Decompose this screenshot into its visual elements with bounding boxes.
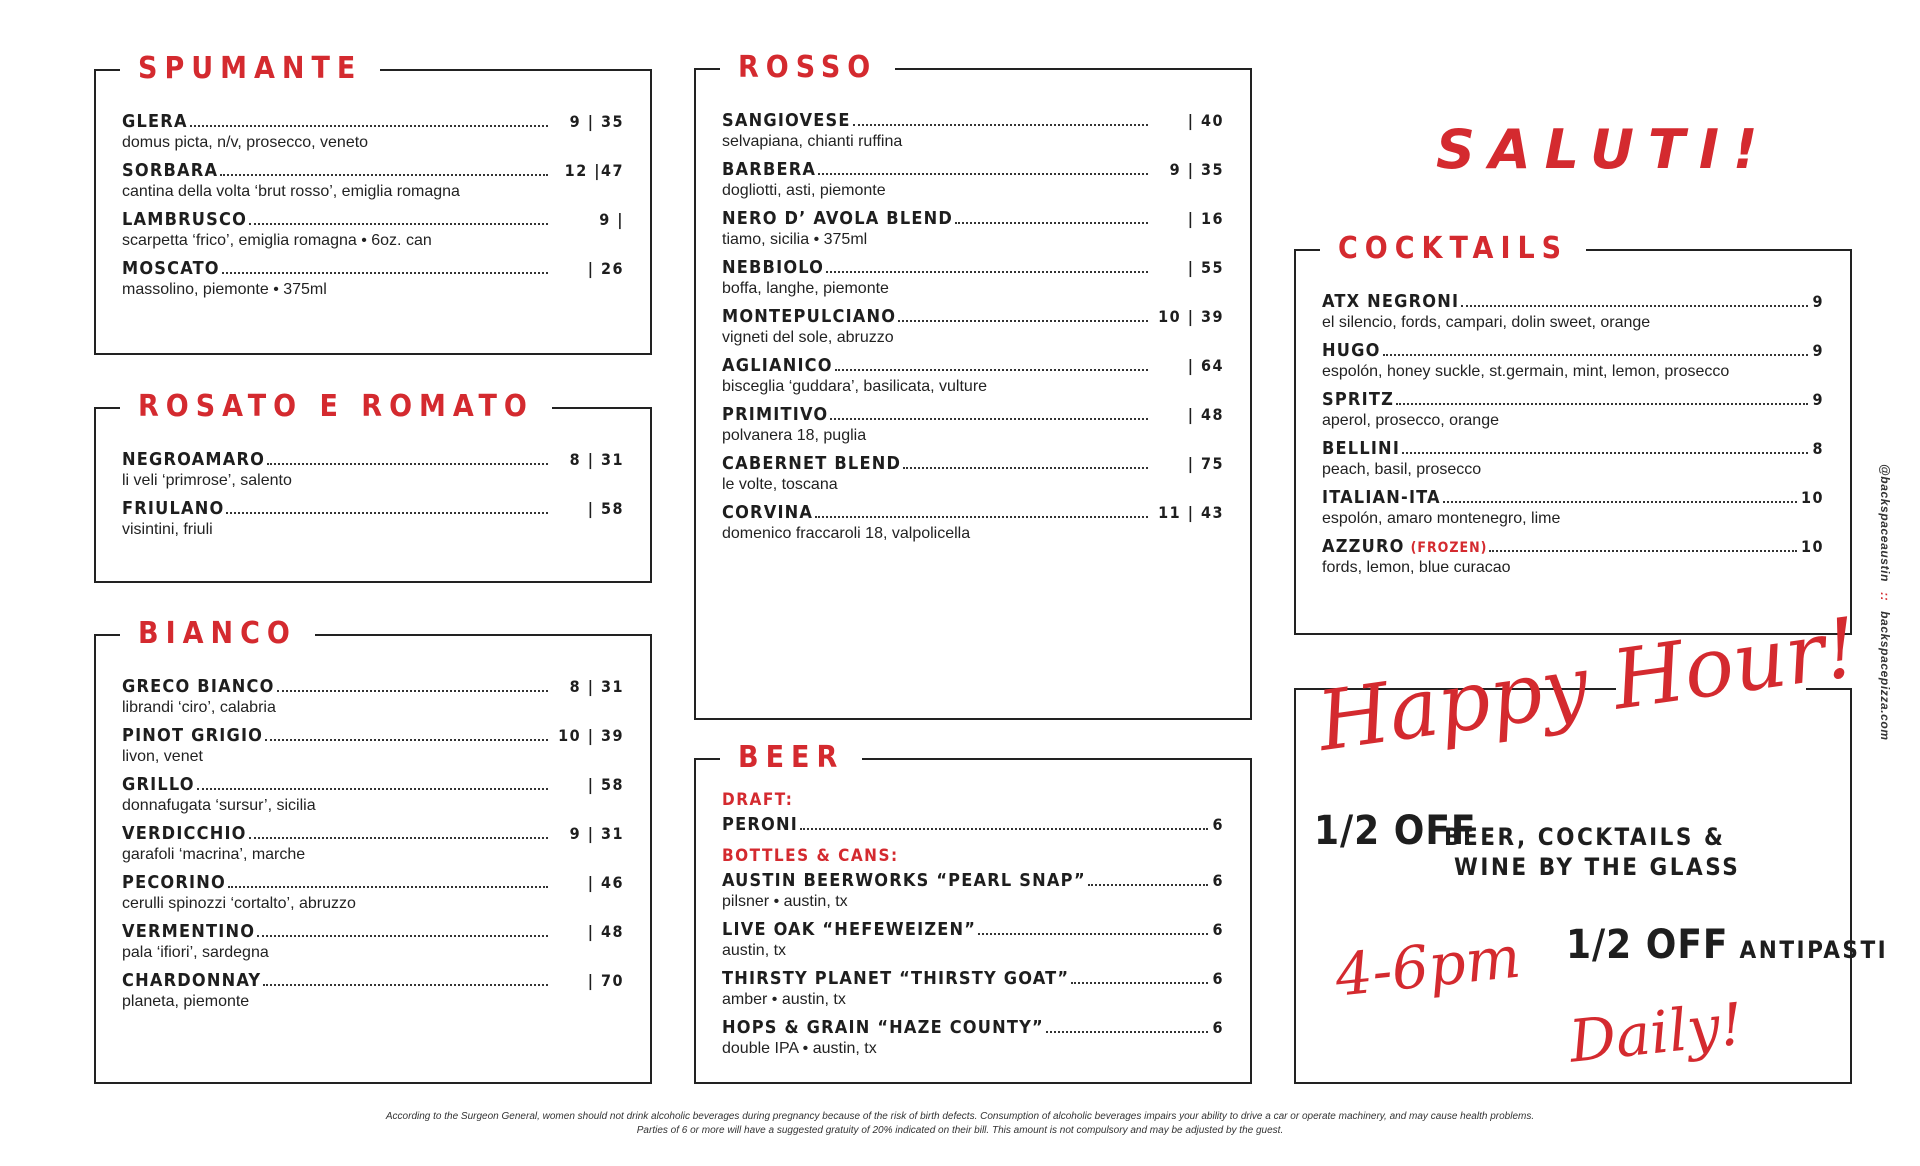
happy-hour-daily: Daily! <box>1566 989 1747 1076</box>
item-price: 6 <box>1212 1018 1224 1037</box>
menu-item-line <box>722 870 1224 892</box>
dot-leader <box>228 886 548 888</box>
menu-item <box>722 404 1224 445</box>
item-description: austin, tx <box>722 942 787 959</box>
spumante-section <box>94 51 652 355</box>
item-description: le volte, toscana <box>722 476 838 493</box>
item-description: li veli ‘primrose’, salento <box>122 472 292 489</box>
item-name: AUSTIN BEERWORKS “PEARL SNAP” <box>722 870 1086 891</box>
menu-item-line <box>1322 291 1824 313</box>
item-name: PRIMITIVO <box>722 404 829 425</box>
offer-1-line1: BEER, COCKTAILS & <box>1444 823 1726 851</box>
menu-item <box>722 968 1224 1009</box>
item-price: 8 <box>1812 439 1824 458</box>
item-name: SPRITZ <box>1322 389 1395 410</box>
dot-leader <box>257 935 548 937</box>
menu-item <box>122 258 624 299</box>
bianco-section <box>94 616 652 1084</box>
dot-leader <box>1071 982 1208 984</box>
wine-list <box>122 449 624 547</box>
dot-leader <box>815 516 1148 518</box>
item-price: 9 | 35 <box>569 112 624 131</box>
dot-leader <box>267 463 548 465</box>
item-price: 8 | 31 <box>569 450 624 469</box>
menu-item <box>722 870 1224 911</box>
dot-leader <box>220 174 548 176</box>
section-title: SPUMANTE <box>120 47 380 91</box>
item-description: polvanera 18, puglia <box>722 427 867 444</box>
menu-item <box>122 970 624 1011</box>
item-name: CORVINA <box>722 502 814 523</box>
section-title: BIANCO <box>120 612 315 656</box>
dot-leader <box>249 837 548 839</box>
item-description: massolino, piemonte • 375ml <box>122 281 327 298</box>
item-description: selvapiana, chianti ruffina <box>722 133 903 150</box>
dot-leader <box>818 173 1148 175</box>
bottles-list <box>722 870 1224 1058</box>
item-price: | 75 <box>1187 454 1224 473</box>
item-description: espolón, amaro montenegro, lime <box>1322 510 1561 527</box>
item-name: MOSCATO <box>122 258 220 279</box>
item-price: 11 | 43 <box>1158 503 1224 522</box>
item-name: VERDICCHIO <box>122 823 247 844</box>
item-description: domenico fraccaroli 18, valpolicella <box>722 525 971 542</box>
menu-item <box>722 814 1224 836</box>
item-description: dogliotti, asti, piemonte <box>722 182 886 199</box>
item-price: 8 | 31 <box>569 677 624 696</box>
item-price: 9 | <box>599 210 624 229</box>
item-price: 9 <box>1812 341 1824 360</box>
dot-leader <box>197 788 548 790</box>
item-name: MONTEPULCIANO <box>722 306 897 327</box>
item-tag: (FROZEN) <box>1410 540 1488 556</box>
menu-item-line <box>122 970 624 992</box>
menu-item <box>722 502 1224 543</box>
menu-item-line <box>722 502 1224 524</box>
menu-item-line <box>1322 536 1824 558</box>
menu-item <box>122 774 624 815</box>
item-price: | 70 <box>587 971 624 990</box>
menu-item <box>1322 487 1824 528</box>
offer-1-amount: 1/2 OFF <box>1314 808 1477 854</box>
section-title: COCKTAILS <box>1320 227 1586 271</box>
menu-item <box>722 208 1224 249</box>
social-site[interactable]: backspacepizza.com <box>1878 611 1892 741</box>
menu-item-line <box>122 725 624 747</box>
menu-item-line <box>122 209 624 231</box>
draft-list <box>722 814 1224 836</box>
dot-leader <box>800 828 1209 830</box>
cocktails-section <box>1294 231 1852 635</box>
item-name: ITALIAN-ITA <box>1322 487 1441 508</box>
menu-item-line <box>722 355 1224 377</box>
social-vertical <box>1872 464 1892 741</box>
item-description: domus picta, n/v, prosecco, veneto <box>122 134 369 151</box>
item-price: | 58 <box>587 775 624 794</box>
dot-leader <box>830 418 1148 420</box>
dot-leader <box>898 320 1148 322</box>
happy-hour-time: 4-6pm <box>1332 922 1524 1010</box>
menu-item-line <box>122 498 624 520</box>
menu-item <box>122 449 624 490</box>
draft-label: DRAFT: <box>722 790 794 810</box>
item-price: | 48 <box>587 922 624 941</box>
beer-list <box>722 790 1224 1066</box>
item-description: cerulli spinozzi ‘cortalto’, abruzzo <box>122 895 356 912</box>
menu-item-line <box>722 1017 1224 1039</box>
footer-line-2: Parties of 6 or more will have a suggested gratuity of 20% indicated on their bill. This amount is not compulsory and may be adjusted by the guest. <box>636 1125 1284 1136</box>
footer-line-1: According to the Surgeon General, women should not drink alcoholic beverages during pregnancy because of the risk of birth defects. Consumption of alcoholic beverages impairs your ability to drive a car or operate machinery, and may cause health problems. <box>385 1111 1535 1122</box>
item-price: 9 <box>1812 292 1824 311</box>
item-description: espolón, honey suckle, st.germain, mint, lemon, prosecco <box>1322 363 1730 380</box>
item-price: 6 <box>1212 871 1224 890</box>
item-price: 10 <box>1800 537 1824 556</box>
dot-leader <box>190 125 548 127</box>
item-price: 9 <box>1812 390 1824 409</box>
dot-leader <box>853 124 1148 126</box>
offer-2 <box>1566 922 1888 968</box>
menu-item <box>122 498 624 539</box>
dot-leader <box>263 984 548 986</box>
item-price: 12 |47 <box>564 161 624 180</box>
item-name: PINOT GRIGIO <box>122 725 264 746</box>
item-name: ATX NEGRONI <box>1322 291 1460 312</box>
item-description: double IPA • austin, tx <box>722 1040 877 1057</box>
item-name: NEBBIOLO <box>722 257 825 278</box>
footer-disclaimer <box>0 1110 1920 1138</box>
happy-hour-title: Happy Hour! <box>1312 600 1864 771</box>
menu-item-line <box>1322 438 1824 460</box>
item-price: | 64 <box>1187 356 1224 375</box>
item-description: donnafugata ‘sursur’, sicilia <box>122 797 316 814</box>
item-price: | 40 <box>1187 111 1224 130</box>
menu-item <box>122 872 624 913</box>
menu-item-line <box>722 968 1224 990</box>
offer-2-amount: 1/2 OFF <box>1566 922 1729 968</box>
item-name: GRILLO <box>122 774 195 795</box>
dot-leader <box>1396 403 1808 405</box>
menu-item-line <box>722 159 1224 181</box>
wine-list <box>122 111 624 307</box>
section-title: BEER <box>720 736 862 780</box>
menu-item <box>122 921 624 962</box>
section-title: ROSSO <box>720 46 895 90</box>
item-price: | 48 <box>1187 405 1224 424</box>
menu-item <box>722 306 1224 347</box>
item-name: AZZURO <box>1322 536 1405 557</box>
item-name: NERO D’ AVOLA BLEND <box>722 208 954 229</box>
menu-item-line <box>722 257 1224 279</box>
item-price: 6 <box>1212 920 1224 939</box>
menu-item-line <box>122 160 624 182</box>
item-price: 9 | 31 <box>569 824 624 843</box>
offer-1-line2: WINE BY THE GLASS <box>1454 853 1741 881</box>
beer-section <box>694 740 1252 1084</box>
rosato-section <box>94 389 652 583</box>
item-name: VERMENTINO <box>122 921 256 942</box>
menu-item-line <box>722 404 1224 426</box>
dot-leader <box>903 467 1148 469</box>
menu-item-line <box>1322 487 1824 509</box>
item-name: BARBERA <box>722 159 817 180</box>
menu-item-line <box>122 823 624 845</box>
item-name: PECORINO <box>122 872 226 893</box>
item-name: NEGROAMARO <box>122 449 266 470</box>
dot-leader <box>1443 501 1797 503</box>
menu-item <box>722 453 1224 494</box>
dot-leader <box>955 222 1148 224</box>
dot-leader <box>265 739 548 741</box>
wine-list <box>122 676 624 1019</box>
item-price: | 55 <box>1187 258 1224 277</box>
item-description: el silencio, fords, campari, dolin sweet, orange <box>1322 314 1651 331</box>
menu-item <box>722 1017 1224 1058</box>
menu-item-line <box>122 676 624 698</box>
item-name: LIVE OAK “HEFEWEIZEN” <box>722 919 977 940</box>
menu-item <box>122 725 624 766</box>
item-name: HOPS & GRAIN “HAZE COUNTY” <box>722 1017 1044 1038</box>
item-description: bisceglia ‘guddara’, basilicata, vulture <box>722 378 988 395</box>
dot-leader <box>1402 452 1808 454</box>
menu-item <box>1322 438 1824 479</box>
menu-item-line <box>122 774 624 796</box>
menu-item <box>722 257 1224 298</box>
item-price: 10 <box>1800 488 1824 507</box>
menu-item <box>1322 340 1824 381</box>
item-name: SANGIOVESE <box>722 110 851 131</box>
item-name: FRIULANO <box>122 498 225 519</box>
item-name: SORBARA <box>122 160 219 181</box>
item-name: GRECO BIANCO <box>122 676 275 697</box>
social-handle[interactable]: @backspaceaustin <box>1878 464 1892 583</box>
menu-item <box>722 110 1224 151</box>
item-name: BELLINI <box>1322 438 1401 459</box>
item-description: pilsner • austin, tx <box>722 893 848 910</box>
item-price: | 26 <box>587 259 624 278</box>
item-description: garafoli ‘macrina’, marche <box>122 846 306 863</box>
menu-item-line <box>722 306 1224 328</box>
menu-item <box>1322 291 1824 332</box>
menu-item <box>722 355 1224 396</box>
menu-item <box>122 209 624 250</box>
rosso-section <box>694 50 1252 720</box>
menu-item-line <box>722 919 1224 941</box>
item-description: librandi ‘ciro’, calabria <box>122 699 276 716</box>
item-description: peach, basil, prosecco <box>1322 461 1482 478</box>
dot-leader <box>826 271 1148 273</box>
item-description: fords, lemon, blue curacao <box>1322 559 1511 576</box>
item-description: boffa, langhe, piemonte <box>722 280 889 297</box>
dot-leader <box>1088 884 1209 886</box>
menu-item-line <box>122 111 624 133</box>
dot-leader <box>277 690 548 692</box>
dot-leader <box>1046 1031 1209 1033</box>
menu-item <box>1322 536 1824 577</box>
item-name: AGLIANICO <box>722 355 833 376</box>
menu-item-line <box>722 208 1224 230</box>
item-price: 9 | 35 <box>1169 160 1224 179</box>
menu-item-line <box>1322 389 1824 411</box>
wine-list <box>722 110 1224 551</box>
item-price: 6 <box>1212 815 1224 834</box>
item-price: 10 | 39 <box>558 726 624 745</box>
dot-leader <box>835 369 1148 371</box>
saluti-heading: SALUTI! <box>1436 118 1772 181</box>
menu-item-line <box>122 449 624 471</box>
item-name: THIRSTY PLANET “THIRSTY GOAT” <box>722 968 1070 989</box>
dot-leader <box>1461 305 1808 307</box>
item-price: | 16 <box>1187 209 1224 228</box>
dot-leader <box>1383 354 1809 356</box>
item-name: CHARDONNAY <box>122 970 262 991</box>
item-name: LAMBRUSCO <box>122 209 248 230</box>
menu-item <box>122 160 624 201</box>
item-description: aperol, prosecco, orange <box>1322 412 1499 429</box>
dot-leader <box>226 512 548 514</box>
item-price: | 58 <box>587 499 624 518</box>
item-price: | 46 <box>587 873 624 892</box>
item-name: GLERA <box>122 111 188 132</box>
item-description: visintini, friuli <box>122 521 213 538</box>
menu-item-line <box>1322 340 1824 362</box>
item-description: scarpetta ‘frico’, emiglia romagna • 6oz. can <box>122 232 432 249</box>
dot-leader <box>222 272 548 274</box>
item-name: HUGO <box>1322 340 1381 361</box>
item-description: vigneti del sole, abruzzo <box>722 329 894 346</box>
item-name: PERONI <box>722 814 798 835</box>
menu-item <box>722 919 1224 960</box>
item-description: livon, venet <box>122 748 203 765</box>
menu-item <box>722 159 1224 200</box>
dot-leader <box>978 933 1208 935</box>
menu-item <box>1322 389 1824 430</box>
item-description: planeta, piemonte <box>122 993 250 1010</box>
item-price: 10 | 39 <box>1158 307 1224 326</box>
dot-leader <box>249 223 548 225</box>
menu-item-line <box>722 110 1224 132</box>
section-title: ROSATO E ROMATO <box>120 385 552 429</box>
item-price: 6 <box>1212 969 1224 988</box>
menu-item <box>122 676 624 717</box>
offer-2-text: ANTIPASTI <box>1739 936 1889 964</box>
item-description: tiamo, sicilia • 375ml <box>722 231 868 248</box>
dot-leader <box>1489 550 1797 552</box>
bottles-label: BOTTLES & CANS: <box>722 846 899 866</box>
item-name: CABERNET BLEND <box>722 453 902 474</box>
item-description: cantina della volta ‘brut rosso’, emiglia romagna <box>122 183 460 200</box>
menu-item <box>122 823 624 864</box>
offer-1-text <box>1444 822 1740 882</box>
menu-item-line <box>122 921 624 943</box>
menu-item-line <box>722 814 1224 836</box>
menu-item-line <box>722 453 1224 475</box>
menu-item <box>122 111 624 152</box>
item-description: amber • austin, tx <box>722 991 846 1008</box>
menu-item-line <box>122 258 624 280</box>
item-description: pala ‘ifiori’, sardegna <box>122 944 269 961</box>
menu-item-line <box>122 872 624 894</box>
social-separator: :: <box>1878 591 1892 602</box>
cocktail-list <box>1322 291 1824 585</box>
